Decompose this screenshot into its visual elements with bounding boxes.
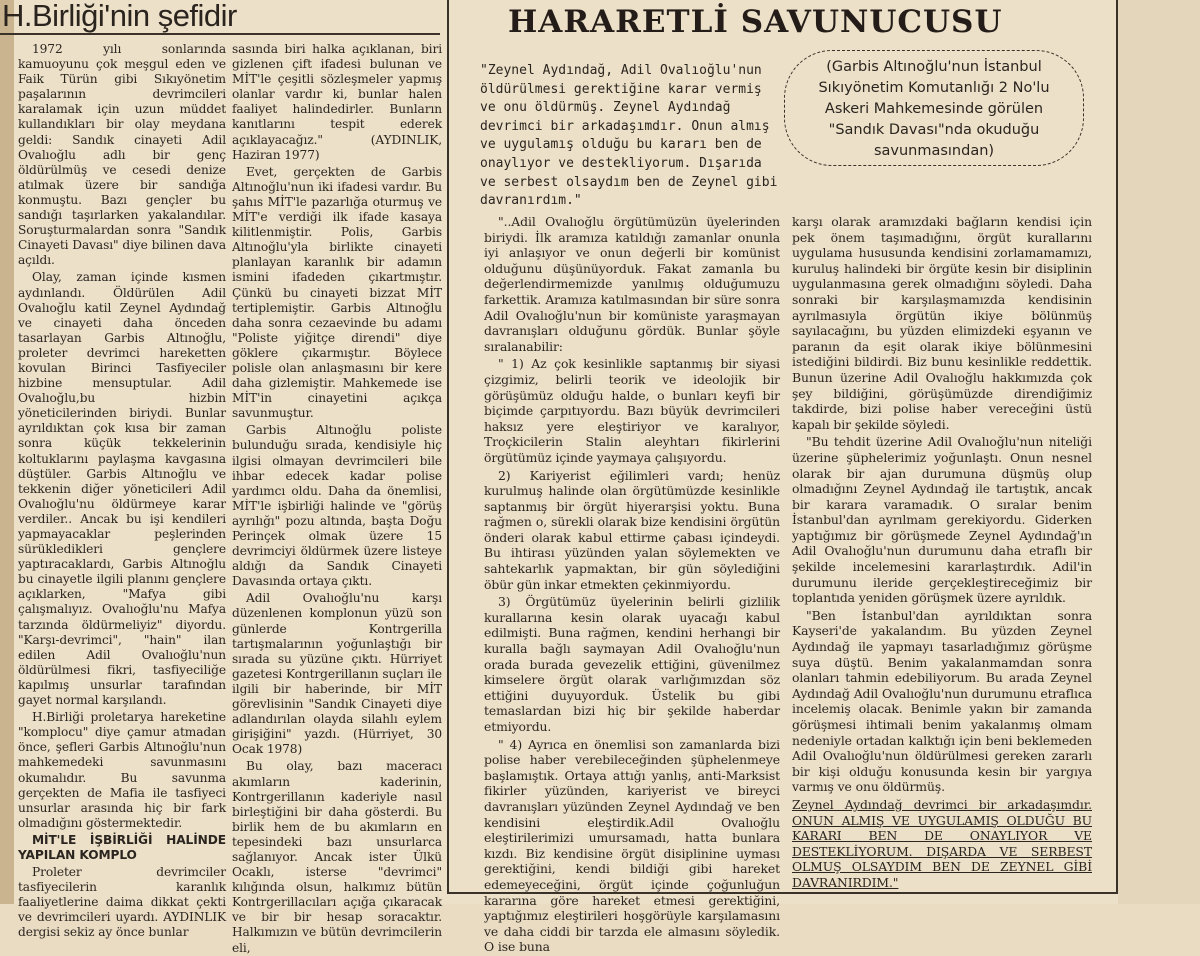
underlined-quote: Zeynel Aydındağ devrimci bir arkadaşımdır. ONUN ALMIŞ VE UYGULAMIŞ OLDUĞU BU KARARI BEN DE ONAYLIYOR VE DESTEKLİYORUM. DIŞARDA VE SERBEST OLMUŞ OLSAYDIM BEN DE ZEYNEL GİBİ DAVRANIRDIM." — [792, 796, 1092, 890]
col2-paragraph: Bu olay, bazı maceracı akımların kaderinin, Kontrgerillanın kaderiyle nasıl birleştiğini bir daha gösterdi. Bu birlik hem de bu akımların en tepesindeki bazı unsurlarca sağlanıyor. Ancak ister Ülkü Ocaklı, isterse "devrimci" kılığında olsun, halkımız bütün Kontrgerillacıları açığa çıkaracak ve bir bir hesap soracaktır. Halkımızın ve bütün devrimcilerin eli, — [232, 759, 442, 955]
col3-paragraph: 2) Kariyerist eğilimleri vardı; henüz kurulmuş halinde olan örgütümüzde kesinlikle saptanmış bir örgüt hiyerarşisi yoktu. Buna rağmen o, sürekli olarak bize kendisini örgütün önderi olarak kabul ettirme çabası içindeydi. Bu ihtirası yüzünden yalan söylemekten ve sahtekarlık yapmaktan, bir gün söylediğini öbür gün inkar etmekten çekinmiyordu. — [484, 467, 780, 592]
col1-paragraph: 1972 yılı sonlarında kamuoyunu çok meşgul eden ve Faik Türün gibi Sıkıyönetim paşalarının devrimcileri karalamak için uzun müddet kullandıkları bir olay meydana geldi: Sandık cinayeti Adil Ovalıoğlu adlı bir genç öldürülmüş ve cesedi denize atılmak üzere bir sandığa konmuştu. Bazı gençler bu sandığı taşırlarken yakalandılar. Soruşturmalardan sonra "Sandık Cinayeti Davası" diye bilinen dava açıldı. — [18, 42, 226, 268]
col1-paragraph: H.Birliği proletarya hareketine "komplocu" diye çamur atmadan önce, şefleri Garbis Altınoğlu'nun mahkemedeki savunmasını okumalıdır. Bu savunma gerçekten de Mafia ile tasfiyeci unsurlar arasında hiç bir fark olmadığını göstermektedir. — [18, 710, 226, 830]
headline-rule — [0, 33, 440, 35]
col4-paragraph: karşı olarak aramızdaki bağların kendisi için pek önem taşımadığını, örgüt kurallarını uygulama hususunda kendisini zorlamamamızı, kuruluş halindeki bir örgüte kesin bir disiplinin uygulanmasına gerek olmadığını söyledi. Daha sonraki bir karşılaşmamızda kendisinin ayrılmasıyla örgütün ikiye bölünmüş sayılacağını, bu yüzden elimizdeki eşyanın ve paranın da eşit olarak ikiye bölünmesini istediğini bildirdi. Biz bunu kesinlikle reddettik. Bunun üzerine Adil Ovalıoğlu hakkımızda çok şey bildiğini, görüşümüzde direndiğimiz takdirde, bizi polise haber vereceğini üstü kapalı bir şekilde söyledi. — [792, 214, 1092, 432]
left-headline: H.Birliği'nin şefidir — [2, 0, 237, 33]
col2-paragraph: Adil Ovalıoğlu'nu karşı düzenlenen komplonun yüzü son günlerde Kontrgerilla tartışmalarının yoğunlaştığı bir sırada su yüzüne çıktı. Hürriyet gazetesi Kontrgerillanın suçları ile ilgili bir haberinde, bir MİT görevlisinin "Sandık Cinayeti diye adlandırılan olayda silahlı eylem girişiğini" yazdı. (Hürriyet, 30 Ocak 1978) — [232, 591, 442, 757]
col1-paragraph: Proleter devrimciler tasfiyecilerin karanlık faaliyetlerine daima dikkat çekti ve devrimcileri uyardı. AYDINLIK dergisi sekiz ay önce bunlar — [18, 865, 226, 940]
left-column-2 — [232, 42, 442, 955]
intro-quote: "Zeynel Aydındağ, Adil Ovalıoğlu'nun öldürülmesi gerektiğine karar vermiş ve onu öldürmüş. Zeynel Aydındağ devrimci bir arkadaşımdır. Onun almış ve uygulamış olduğu bu kararı ben de onaylıyor ve destekliyorum. Dışarıda ve serbest olsaydım ben de Zeynel gibi davranırdım." — [480, 63, 778, 209]
right-column-2 — [792, 214, 1092, 904]
page-margin — [1118, 0, 1200, 904]
col3-paragraph: " 4) Ayrıca en önemlisi son zamanlarda bizi polise haber verebileceğinden şüphelenmeye başlamıştık. Ortaya attığı yanlış, anti-Marksist fikirler yüzünden, kariyerist ve bireyci davranışları yüzünden Zeynel Aydındağ ve ben kendisini eleştirdik.Adil Ovalıoğlu eleştirilerimizi umursamadı, hatta bunlara kızdı. Biz kendisine örgüt disiplinine uyması gerektiğini, kendi bildiği gibi hareket edemeyeceğini, örgüt içinde çoğunluğun kararına göre hareket etmesi gerektiğini, yaptığımız eleştirileri hoşgörüyle karşılamasını ve daha ciddi bir tarzda ele almasını söyledik. O ise buna — [484, 736, 780, 955]
col3-paragraph: " 1) Az çok kesinlikle saptanmış bir siyasi çizgimiz, belirli teorik ve ideolojik bir görüşümüz olduğu halde, o bunları keyfi bir biçimde çarpıtıyordu. Bazı büyük devrimcileri haksız yere eleştiriyor ve karalıyor, Troçkicilerin Stalin aleyhtarı fikirlerini örgütümüz içinde yaymaya çalışıyordu. — [484, 356, 780, 465]
col2-paragraph: sasında biri halka açıklanan, biri gizlenen çift ifadesi bulunan ve MİT'le çeşitli sözleşmeler yapmış olanlar vardır ki, bunlar halen faaliyet halindedirler. Bunların kanıtlarını tespit ederek açıklayacağız." (AYDINLIK, Haziran 1977) — [232, 42, 442, 162]
col4-paragraph: "Ben İstanbul'dan ayrıldıktan sonra Kayseri'de yakalandım. Bu yüzden Zeynel Aydındağ ile yapmayı tasarladığımız görüşme suya düştü. Benim yakalanmamdan sonra olanları tahmin edebiliyorum. Bu arada Zeynel Aydındağ Adil Ovalıoğlu'nun durumunu etraflıca incelemiş olacak. Benimle yakın bir zamanda görüşmesi ihtimali benim yakalanmış olmam nedeniyle ortadan kalktığı için beni beklemeden Adil Ovalıoğlu'nun öldürülmesi gereken zararlı bir kişi olduğu konusunda kesin bir yargıya varmış ve onu öldürmüş. — [792, 607, 1092, 795]
right-column-1 — [484, 214, 780, 955]
col1-paragraph: Olay, zaman içinde kısmen aydınlandı. Öldürülen Adil Ovalıoğlu katil Zeynel Aydındağ ve cinayeti daha önceden tasarlayan Garbis Altınoğlu, proleter devrimci hareketten kovulan Birinci Tasfiyeciler hizbine mensuptular. Adil Ovalıoğlu,bu hizbin yöneticilerinden biriydi. Bunlar ayrıldıktan çok kısa bir zaman sonra küçük tekkelerinin koltuklarını paylaşma kavgasına düştüler. Garbis Altınoğlu ve tekkenin diğer yöneticileri Adil Ovalıoğlu'nu öldürmeye karar verdiler.. Ancak bu işi kendileri yapmayacaklar peşlerinden sürükledikleri gençlere yaptıracaklardı, Garbis Altınoğlu bu cinayetle ilgili planını gençlere açıklarken, "Mafya gibi çalışmalıyız. Ovalıoğlu'nu Mafya tarzında öldürmeliyiz" diyordu. "Karşı-devrimci", "hain" ilan edilen Adil Ovalıoğlu'nun öldürülmesi fikri, tasfiyeciliğe kapılmış unsurlar tarafından gayet normal karşılandı. — [18, 270, 226, 708]
col2-paragraph: Evet, gerçekten de Garbis Altınoğlu'nun iki ifadesi vardır. Bu şahıs MİT'le pazarlığa oturmuş ve MİT'e verdiği ilk ifade kasaya kilitlenmiştir. Polis, Garbis Altınoğlu'yla birlikte cinayeti planlayan karanlık bir adamın ismini ifadeden çıkartmıştır. Çünkü bu cinayeti bizzat MİT tertiplemiştir. Garbis Altınoğlu daha sonra cezaevinde bu adamı "Poliste yiğitçe direndi" diye göklere çıkarmıştır. Böylece polisle olan anlaşmasını bir kere daha gizlemiştir. Mahkemede ise MİT'in cinayetini açıkça savunmuştur. — [232, 164, 442, 421]
col3-paragraph: 3) Örgütümüz üyelerinin belirli gizlilik kurallarına kesin olarak uyacağı kabul edilmişti. Buna rağmen, kendini herhangi bir kuralla bağlı saymayan Adil Ovalıoğlu'nun orada burada gevezelik ettiğini, güvenilmez kimselere örgüt olarak varlığımızdan söz ettiğini duyuyorduk. Üstelik bu gibi temaslardan bizi hiç bir şekilde haberdar etmiyordu. — [484, 594, 780, 734]
section-subheading: MİT'LE İŞBİRLİĞİ HALİNDE YAPILAN KOMPLO — [18, 832, 226, 862]
col2-paragraph: Garbis Altınoğlu poliste bulunduğu sırada, kendisiyle hiç ilgisi olmayan devrimcileri bile ihbar edecek kadar polise yardımcı oldu. Daha da önemlisi, MİT'le işbirliği halinde ve "görüş ayrılığı" pozu altında, başta Doğu Perinçek olmak üzere 15 devrimciyi öldürmek üzere listeye aldığı da Sandık Cinayeti Davasında ortaya çıktı. — [232, 423, 442, 589]
col4-paragraph: "Bu tehdit üzerine Adil Ovalıoğlu'nun niteliği üzerine şüphelerimiz yoğunlaştı. Onun nesnel olarak bir ajan durumuna düşmüş olup olmadığını Zeynel Aydındağ ile tartıştık, ancak bir karara varamadık. O sıralar benim İstanbul'dan ayrılmam gerekiyordu. Giderken yaptığımız bir görüşmede Zeynel Aydındağ'ın Adil Ovalıoğlu'nun durumunu daha etraflı bir şekilde incelemesini kararlaştırdık. Adil'in durumunu ileride gerçekleştireceğimiz bir toplantıda yeniden görüşmek üzere ayrıldık. — [792, 434, 1092, 606]
col3-paragraph: "..Adil Ovalıoğlu örgütümüzün üyelerinden biriydi. İlk aramıza katıldığı zamanlar onunla iyi anlaşıyor ve onun değerli bir komünist olduğunu düşünüyorduk. Fakat zamanla bu değerlendirmemizde yanılmış olduğumuzu farkettik. Aramıza katılmasından bir süre sonra Adil Ovalıoğlu'nun bir komüniste yaraşmayan davranışları olduğunu gördük. Bunlar şöyle sıralanabilir: — [484, 214, 780, 354]
left-column-1 — [18, 42, 226, 940]
source-callout: (Garbis Altınoğlu'nun İstanbul Sıkıyönetim Komutanlığı 2 No'lu Askeri Mahkemesinde görülen "Sandık Davası"nda okuduğu savunmasından) — [784, 50, 1084, 166]
page-fold-edge — [0, 0, 14, 904]
right-headline: HARARETLİ SAVUNUCUSU — [508, 4, 1003, 40]
